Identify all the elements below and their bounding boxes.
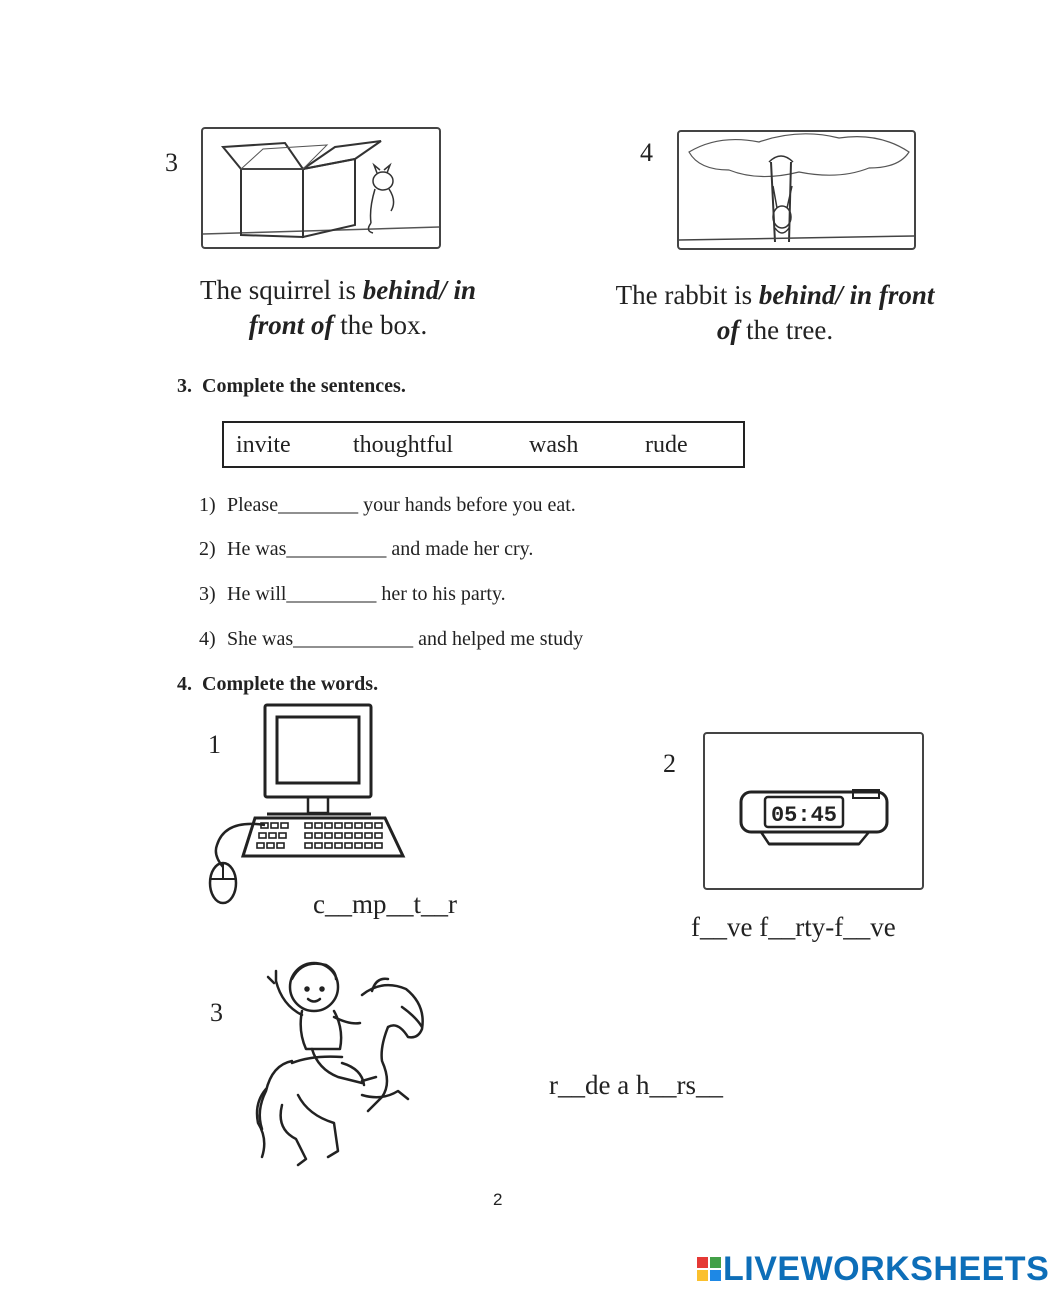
sentence-number: 4) xyxy=(199,628,216,650)
word-bank xyxy=(222,421,745,468)
squirrel-head-icon xyxy=(373,172,393,190)
caption-text: The squirrel is xyxy=(199,275,363,305)
item-number: 2 xyxy=(663,749,676,778)
word-bank-item: thoughtful xyxy=(353,432,453,458)
caption-option: behind/ in xyxy=(362,275,476,305)
logo-icon xyxy=(697,1257,721,1281)
squirrel-box-picture xyxy=(201,127,441,249)
item-number: 3 xyxy=(210,998,223,1027)
computer-icon xyxy=(205,703,405,908)
caption-option: of xyxy=(716,315,740,345)
word-bank-item: wash xyxy=(529,432,579,458)
sentence-text: She was____________ and helped me study xyxy=(227,628,584,650)
complete-word: r__de a h__rs__ xyxy=(549,1070,723,1100)
section-3-heading: 3. Complete the sentences. xyxy=(177,375,406,397)
sentence-text: He will_________ her to his party. xyxy=(227,583,506,605)
complete-word: c__mp__t__r xyxy=(313,889,457,919)
liveworksheets-logo xyxy=(697,1257,721,1281)
sentence-item xyxy=(199,538,533,561)
item-number: 3 xyxy=(165,148,178,177)
sentence-number: 2) xyxy=(199,538,216,560)
word-bank-item: invite xyxy=(236,432,291,458)
boy-riding-horse-icon xyxy=(252,955,432,1177)
sentence-text: He was__________ and made her cry. xyxy=(227,538,534,560)
caption-option: behind/ in front xyxy=(758,280,935,310)
clock-display: 05:45 xyxy=(770,803,838,828)
caption-option: front of xyxy=(248,310,334,340)
item-number: 1 xyxy=(208,730,221,759)
brand-name: LIVEWORKSHEETS xyxy=(723,1250,1049,1288)
sentence-item xyxy=(199,628,583,651)
rabbit-caption xyxy=(594,278,956,348)
caption-text: the box. xyxy=(333,310,428,340)
tree-illustration xyxy=(679,132,914,248)
sentence-number: 3) xyxy=(199,583,216,605)
page-number: 2 xyxy=(493,1190,503,1209)
sentence-text: Please________ your hands before you eat. xyxy=(227,494,576,516)
box-illustration xyxy=(203,129,439,247)
complete-word: f__ve f__rty-f__ve xyxy=(691,912,896,942)
sentence-item xyxy=(199,583,506,606)
caption-text: The rabbit is xyxy=(615,280,759,310)
caption-text: the tree. xyxy=(739,315,834,345)
rabbit-tree-picture xyxy=(677,130,916,250)
squirrel-caption xyxy=(168,273,508,343)
section-4-heading: 4. Complete the words. xyxy=(177,673,379,695)
sentence-number: 1) xyxy=(199,494,216,516)
alarm-clock-icon xyxy=(705,734,922,888)
sentence-item xyxy=(199,494,576,517)
item-number: 4 xyxy=(640,138,653,167)
rabbit-head-icon xyxy=(773,206,791,228)
clock-picture xyxy=(703,732,924,890)
word-bank-item: rude xyxy=(645,432,688,458)
